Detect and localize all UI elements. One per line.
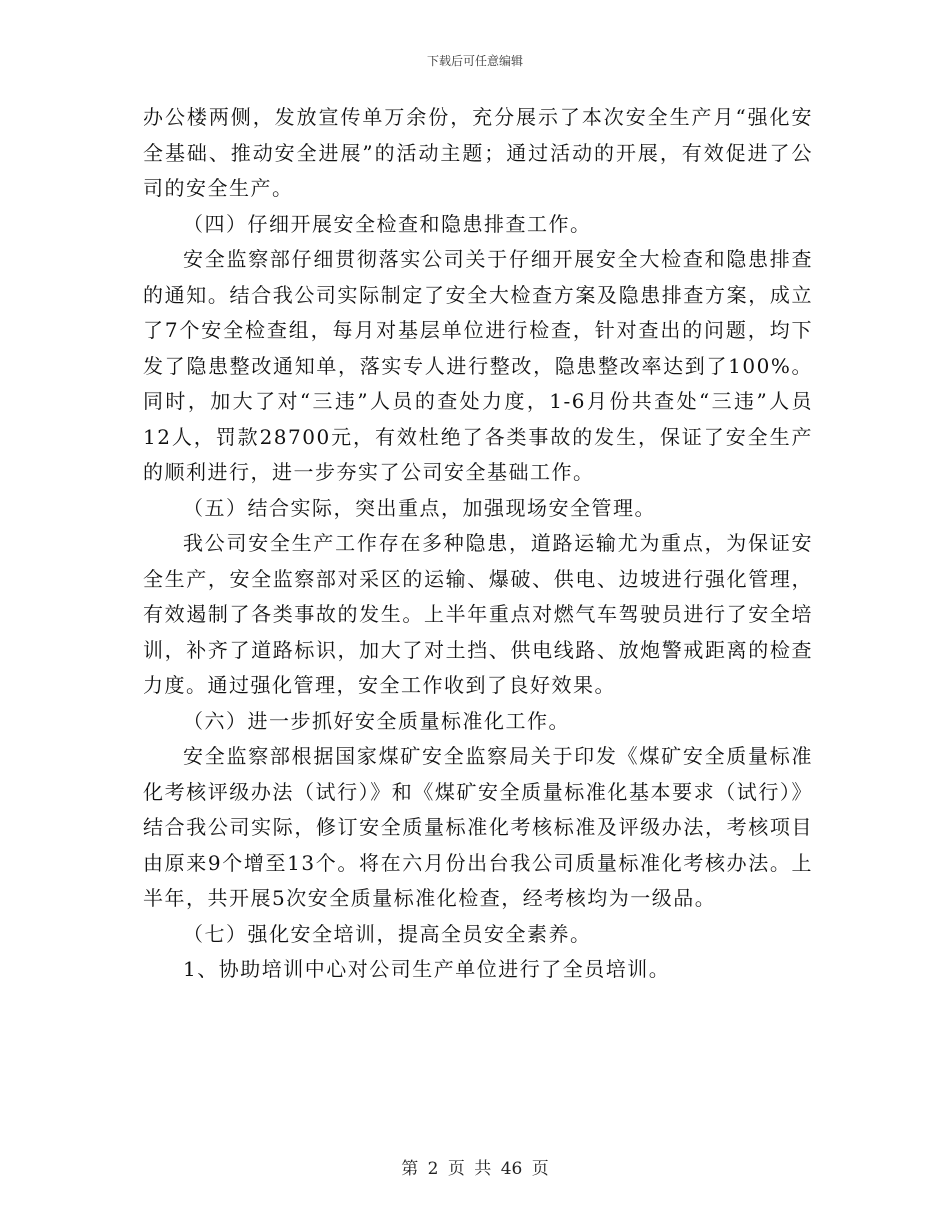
paragraph-4: 安全监察部根据国家煤矿安全监察局关于印发《煤矿安全质量标准化考核评级办法（试行）》和《煤矿安全质量标准化基本要求（试行）》结合我公司实际，修订安全质量标准化考核标准及评级办法，考核项目由原来9个增至13个。将在六月份出台我公司质量标准化考核办法。上半年，共开展5次安全质量标准化检查，经考核均为一级品。 <box>143 744 813 910</box>
document-body <box>143 100 813 988</box>
section-heading-5: （五）结合实际，突出重点，加强现场安全管理。 <box>183 495 656 520</box>
paragraph-5: 1、协助培训中心对公司生产单位进行了全员培训。 <box>183 957 671 981</box>
section-heading-6: （六）进一步抓好安全质量标准化工作。 <box>183 708 570 733</box>
page-header: 下载后可任意编辑 <box>426 54 523 68</box>
paragraph-2: 安全监察部仔细贯彻落实公司关于仔细开展安全大检查和隐患排查的通知。结合我公司实际制定了安全大检查方案及隐患排查方案，成立了7个安全检查组，每月对基层单位进行检查，针对查出的问题，均下发了隐患整改通知单，落实专人进行整改，隐患整改率达到了100%。同时，加大了对“三违”人员的查处力度，1-6月份共查处“三违”人员12人，罚款28700元，有效杜绝了各类事故的发生，保证了安全生产的顺利进行，进一步夯实了公司安全基础工作。 <box>143 247 813 484</box>
section-heading-7: （七）强化安全培训，提高全员安全素养。 <box>183 921 592 946</box>
section-heading-4: （四）仔细开展安全检查和隐患排查工作。 <box>183 211 592 236</box>
paragraph-1: 办公楼两侧，发放宣传单万余份，充分展示了本次安全生产月“强化安全基础、推动安全进展”的活动主题；通过活动的开展，有效促进了公司的安全生产。 <box>143 105 813 200</box>
paragraph-3: 我公司安全生产工作存在多种隐患，道路运输尤为重点，为保证安全生产，安全监察部对采区的运输、爆破、供电、边坡进行强化管理，有效遏制了各类事故的发生。上半年重点对燃气车驾驶员进行了安全培训，补齐了道路标识，加大了对土挡、供电线路、放炮警戒距离的检查力度。通过强化管理，安全工作收到了良好效果。 <box>143 531 813 697</box>
page-number-footer: 第 2 页 共 46 页 <box>401 1159 549 1179</box>
